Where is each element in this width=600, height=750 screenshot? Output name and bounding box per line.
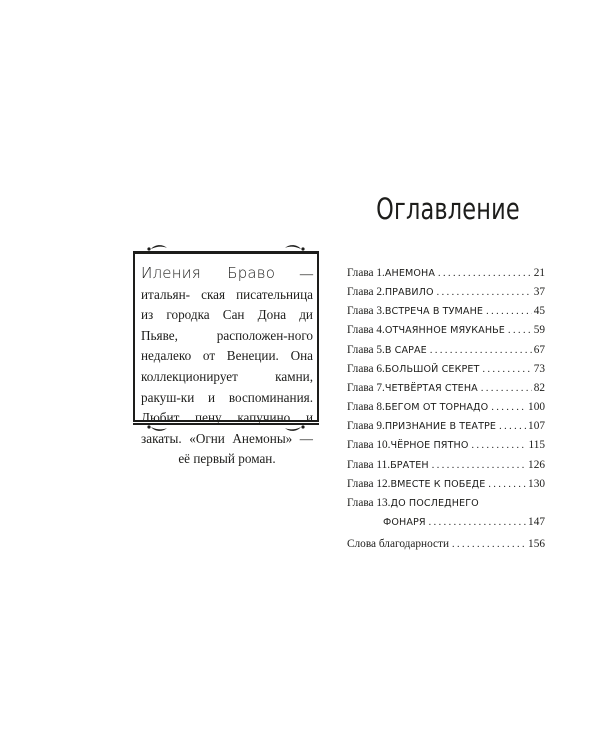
toc-entry-label: Глава 5. [347, 343, 385, 356]
toc-leader-dots [486, 303, 532, 321]
toc-entry-page: 130 [528, 477, 545, 490]
toc-entry-title: БРАТЕН [390, 459, 429, 471]
toc-leader-dots [472, 437, 527, 455]
toc-entry [347, 302, 545, 321]
toc-entry-label: Слова благодарности [347, 538, 450, 551]
toc-entry [347, 475, 545, 494]
toc-entry-page: 21 [533, 267, 545, 279]
author-bio-line1: — итальян- [141, 266, 314, 302]
toc-entry-title: ПРАВИЛО [384, 287, 434, 299]
toc-entry-continuation [347, 513, 545, 532]
toc-entry-page: 115 [528, 439, 545, 452]
author-name: Иления Браво [141, 264, 276, 282]
toc-entry-label: Глава 11. [347, 458, 391, 471]
toc-entry-label: Глава 4. [347, 324, 385, 337]
toc-entry-page: 59 [533, 324, 545, 337]
toc-entry-label: Глава 13. [347, 496, 391, 509]
toc-entry-page: 100 [528, 401, 545, 414]
toc-entry [347, 436, 545, 455]
toc-entry-acknowledgements [347, 535, 545, 554]
toc-entry-page: 37 [533, 286, 545, 299]
toc-entry-title-continued: ФОНАРЯ [383, 517, 426, 529]
toc-entry-page: 67 [533, 343, 545, 356]
toc-entry-title: ОТЧАЯННОЕ МЯУКАНЬЕ [384, 325, 505, 337]
toc-entry-label: Глава 3. [347, 305, 385, 318]
toc-entry-label: Глава 10. [347, 439, 391, 452]
toc-entry-title: АНЕМОНА [384, 268, 435, 279]
bottom-ornament-icon [133, 422, 319, 436]
toc-entry-page: 73 [533, 362, 545, 375]
author-bio [141, 263, 313, 470]
toc-entry-page: 107 [528, 420, 545, 433]
toc-leader-dots [488, 476, 526, 494]
toc-entry-page: 126 [528, 458, 545, 471]
author-bio-rest: ская писательница из городка Сан Дона ди Пьяве, расположен-ного недалеко от Венеции. Она коллекционирует камни, ракуш-ки и воспоминания. Любит пену капучино и закаты. «Огни Анемоны» — её первый роман. [141, 286, 314, 467]
toc-leader-dots [508, 322, 532, 340]
toc-leader-dots [452, 536, 526, 554]
toc-leader-dots [430, 342, 532, 360]
toc-entry-title: ДО ПОСЛЕДНЕГО [390, 497, 479, 509]
toc-entry-label: Глава 2. [347, 286, 385, 299]
toc-entry [347, 264, 545, 283]
toc-entry [347, 417, 545, 436]
toc-leader-dots [437, 284, 532, 302]
toc-entry-title: БОЛЬШОЙ СЕКРЕТ [384, 363, 480, 375]
toc-entry [347, 398, 545, 417]
toc-leader-dots [481, 380, 532, 398]
toc-entry [347, 321, 545, 340]
toc-entry [347, 360, 545, 379]
toc-leader-dots [432, 457, 526, 475]
toc-entry-page: 156 [528, 538, 545, 551]
toc-entry [347, 456, 545, 475]
toc-leader-dots [483, 361, 532, 379]
toc-entry-title: ПРИЗНАНИЕ В ТЕАТРЕ [384, 421, 497, 433]
toc-leader-dots [438, 265, 532, 283]
toc-entry [347, 379, 545, 398]
toc-entry-title: ВСТРЕЧА В ТУМАНЕ [384, 306, 484, 318]
toc-entry-page: 45 [533, 305, 545, 318]
toc-entry [347, 494, 545, 513]
toc-entry [347, 283, 545, 302]
toc-entry-title: В САРАЕ [384, 344, 427, 356]
toc-leader-dots [429, 514, 526, 532]
toc-entry-label: Глава 12. [347, 477, 391, 490]
toc-leader-dots [491, 399, 526, 417]
toc-entry-page: 147 [528, 516, 545, 529]
toc-entry-title: ВМЕСТЕ К ПОБЕДЕ [390, 478, 486, 490]
toc-entry-title: ЧЕТВЁРТАЯ СТЕНА [384, 382, 478, 394]
toc-entry-page: 82 [533, 381, 545, 394]
toc-leader-dots [499, 418, 526, 436]
toc-entry-label: Глава 1. [347, 267, 385, 279]
toc-entry-label: Глава 7. [347, 381, 385, 394]
toc-title: Оглавление [376, 192, 520, 226]
toc-entry-label: Глава 9. [347, 420, 385, 433]
toc-entry [347, 341, 545, 360]
toc-entry-title: ЧЁРНОЕ ПЯТНО [390, 440, 469, 452]
toc-entry-label: Глава 8. [347, 401, 385, 414]
toc-entry-label: Глава 6. [347, 362, 385, 375]
toc-list [347, 264, 545, 554]
toc-entry-title: БЕГОМ ОТ ТОРНАДО [384, 402, 489, 414]
